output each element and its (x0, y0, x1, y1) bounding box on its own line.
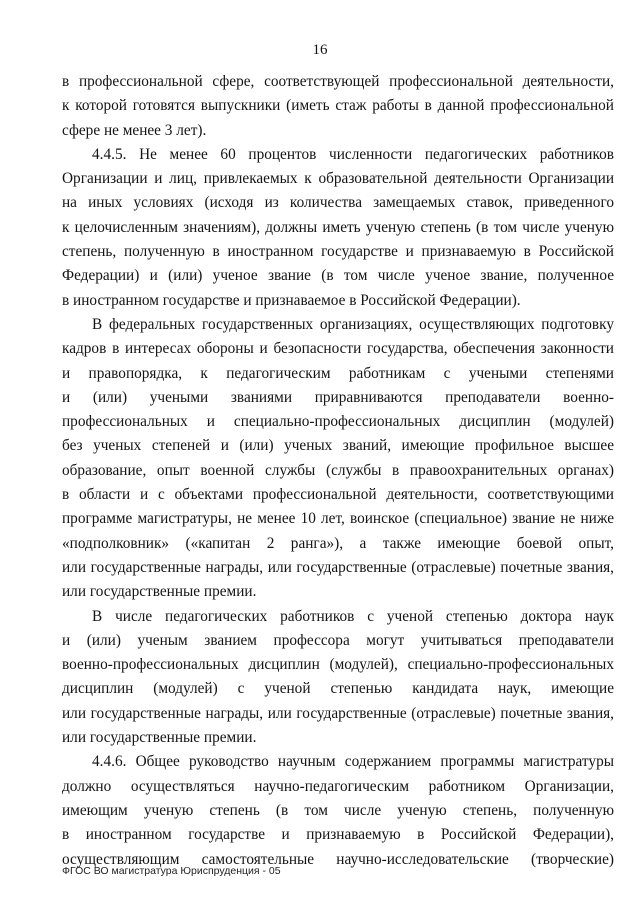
text-line: или государственные премии. (62, 729, 257, 747)
page-number: 16 (312, 42, 328, 58)
text-line: должно осуществляться научно-педагогическим работником Организации, (62, 777, 614, 795)
text-line: В федеральных государственных организациях, осуществляющих подготовку (92, 315, 614, 333)
text-line: Организации и лиц, привлекаемых к образовательной деятельности Организации (62, 170, 614, 188)
text-line: образование, опыт военной службы (службы в правоохранительных органах) (62, 461, 614, 479)
text-line: в иностранном государстве и признаваемую в Российской Федерации), (62, 826, 614, 844)
text-line: без ученых степеней и (или) ученых званий, имеющие профильное высшее (62, 437, 614, 455)
text-line: степень, полученную в иностранном государстве и признаваемую в Российской (62, 243, 614, 261)
text-line: и правопорядка, к педагогическим работникам с учеными степенями (62, 364, 614, 382)
text-line: в профессиональной сфере, соответствующей профессиональной деятельности, (62, 73, 614, 90)
text-line: Федерации) и (или) ученое звание (в том числе ученое звание, полученное (62, 267, 614, 285)
text-line: к целочисленным значениям), должны иметь ученую степень (в том числе ученую (62, 218, 614, 236)
text-line: или государственные премии. (62, 583, 257, 601)
text-line: 4.4.6. Общее руководство научным содержанием программы магистратуры (92, 753, 614, 771)
document-body (62, 70, 614, 872)
text-line: В числе педагогических работников с ученой степенью доктора наук (92, 607, 614, 625)
text-line: 4.4.5. Не менее 60 процентов численности педагогических работников (92, 145, 614, 163)
text-line: в иностранном государстве и признаваемое в Российской Федерации). (62, 291, 521, 309)
text-line: к которой готовятся выпускники (иметь стаж работы в данной профессиональной (62, 97, 614, 115)
document-footer: ФГОС ВО магистратура Юриспруденция - 05 (62, 865, 281, 877)
text-line: профессиональных и специально-профессиональных дисциплин (модулей) (62, 413, 614, 431)
text-line: «подполковник» («капитан 2 ранга»), а также имеющие боевой опыт, (62, 534, 614, 552)
text-line: программе магистратуры, не менее 10 лет, воинское (специальное) звание не ниже (62, 510, 614, 528)
paragraph-continuation (62, 70, 614, 143)
text-line: осуществляющим самостоятельные научно-исследовательские (творческие) (62, 850, 614, 868)
text-line: в области и с объектами профессиональной деятельности, соответствующими (62, 486, 614, 504)
paragraph-doctors-of-sciences (62, 605, 614, 751)
text-line: или государственные награды, или государственные (отраслевые) почетные звания, (62, 558, 614, 576)
text-line: кадров в интересах обороны и безопасности государства, обеспечения законности (62, 340, 614, 358)
text-line: сфере не менее 3 лет). (62, 121, 207, 139)
paragraph-4-4-5 (62, 143, 614, 313)
text-line: и (или) ученым званием профессора могут учитываться преподаватели (62, 631, 614, 649)
text-line: и (или) учеными званиями приравниваются преподаватели военно- (62, 388, 614, 406)
paragraph-federal-organizations (62, 313, 614, 605)
paragraph-4-4-6 (62, 750, 614, 871)
text-line: имеющим ученую степень (в том числе ученую степень, полученную (62, 801, 614, 819)
text-line: или государственные награды, или государственные (отраслевые) почетные звания, (62, 704, 614, 722)
text-line: военно-профессиональных дисциплин (модулей), специально-профессиональных (62, 656, 614, 674)
text-line: на иных условиях (исходя из количества замещаемых ставок, приведенного (62, 194, 614, 212)
text-line: дисциплин (модулей) с ученой степенью кандидата наук, имеющие (62, 680, 614, 698)
